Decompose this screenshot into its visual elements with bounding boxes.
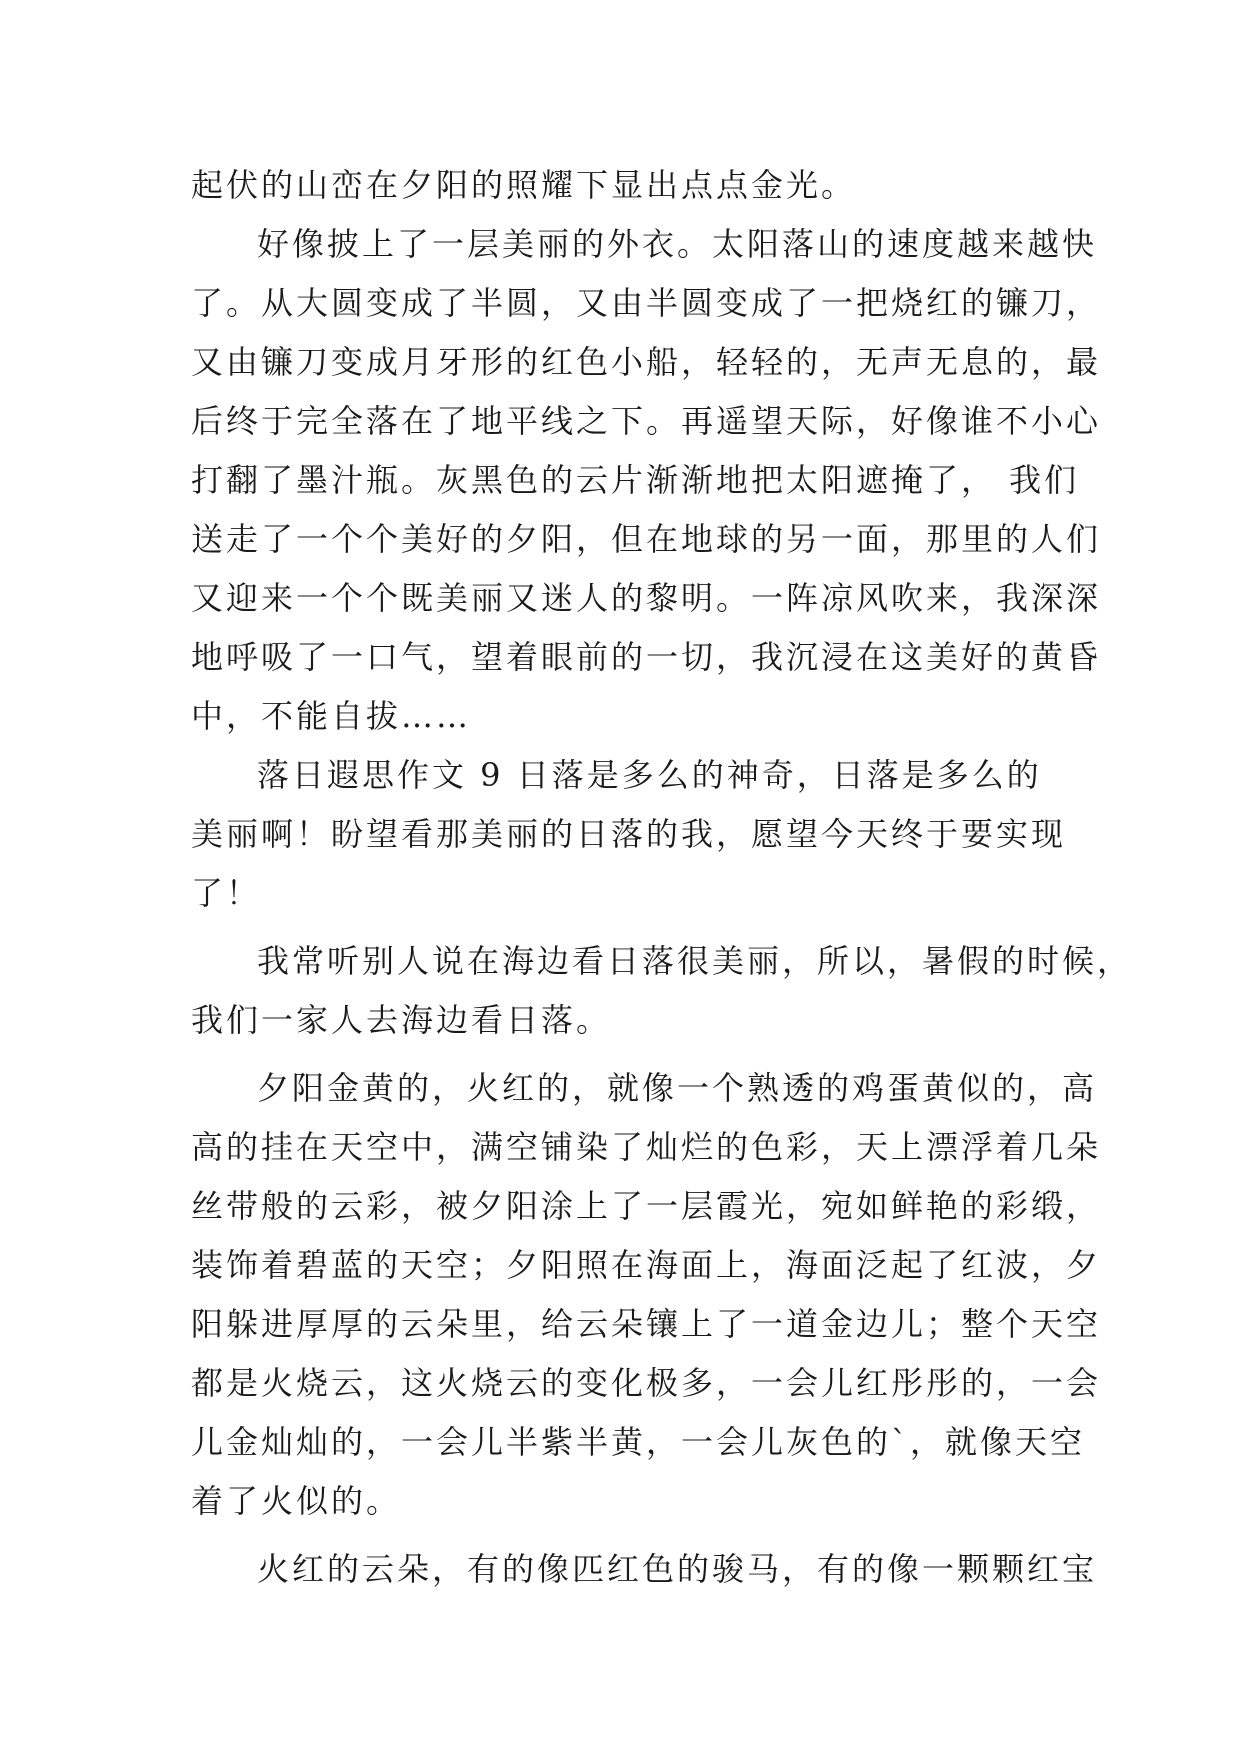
section-heading-line: 落日遐思作文 9 日落是多么的神奇，日落是多么的 [257,756,1042,794]
text-line: 地呼吸了一口气，望着眼前的一切，我沉浸在这美好的黄昏 [191,638,1102,676]
text-line: 我们一家人去海边看日落。 [191,1001,612,1039]
text-line: 美丽啊！盼望看那美丽的日落的我，愿望今天终于要实现 [191,815,1067,853]
text-line: 送走了一个个美好的夕阳，但在地球的另一面，那里的人们 [191,520,1102,558]
text-line: 儿金灿灿的，一会儿半紫半黄，一会儿灰色的`，就像天空 [191,1423,1086,1461]
text-line: 着了火似的。 [191,1482,402,1520]
text-line: 我常听别人说在海边看日落很美丽，所以，暑假的时候， [257,942,1133,980]
text-line: 装饰着碧蓝的天空；夕阳照在海面上，海面泛起了红波，夕 [191,1246,1102,1284]
essay-body [191,156,1133,1599]
text-line: 夕阳金黄的，火红的，就像一个熟透的鸡蛋黄似的，高 [257,1069,1098,1107]
text-line: 了。从大圆变成了半圆，又由半圆变成了一把烧红的镰刀， [191,284,1102,322]
text-line: 火红的云朵，有的像匹红色的骏马，有的像一颗颗红宝 [257,1550,1098,1588]
text-line: 了！ [191,874,262,912]
text-line: 后终于完全落在了地平线之下。再遥望天际，好像谁不小心 [191,402,1102,440]
text-line: 阳躲进厚厚的云朵里，给云朵镶上了一道金边儿；整个天空 [191,1305,1102,1343]
text-line: 又由镰刀变成月牙形的红色小船，轻轻的，无声无息的，最 [191,343,1102,381]
text-line: 打翻了墨汁瓶。灰黑色的云片渐渐地把太阳遮掩了， 我们 [191,461,1080,499]
text-line: 好像披上了一层美丽的外衣。太阳落山的速度越来越快 [257,225,1098,263]
text-line: 都是火烧云，这火烧云的变化极多，一会儿红彤彤的，一会 [191,1364,1102,1402]
text-line: 高的挂在天空中，满空铺染了灿烂的色彩，天上漂浮着几朵 [191,1128,1102,1166]
text-line: 又迎来一个个既美丽又迷人的黎明。一阵凉风吹来，我深深 [191,579,1102,617]
text-line: 中，不能自拔…… [191,697,472,735]
text-line: 丝带般的云彩，被夕阳涂上了一层霞光，宛如鲜艳的彩缎， [191,1187,1102,1225]
text-line: 起伏的山峦在夕阳的照耀下显出点点金光。 [191,166,857,204]
